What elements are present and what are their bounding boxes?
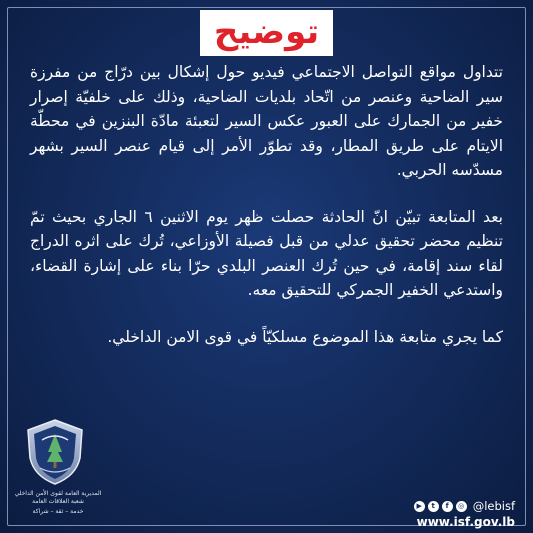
isf-emblem-icon — [22, 418, 88, 486]
title-container — [0, 10, 533, 56]
organization-name — [8, 490, 108, 516]
paragraph-2: بعد المتابعة تبيّن انّ الحادثة حصلت ظهر يوم الاثنين ٦ الجاري بحيث تمّ تنظيم محضر تحقيق عدلي من قبل فصيلة الأوزاعي، تُرك على اثره الدراج لقاء سند إقامة، في حين تُرك العنصر البلدي حرّا بناء على إشارة القضاء، واستدعي الخفير الجمركي للتحقيق معه. — [30, 207, 503, 299]
website-link[interactable]: www.isf.gov.lb — [416, 515, 515, 529]
instagram-icon[interactable]: ◎ — [456, 501, 467, 512]
announcement-body — [30, 60, 503, 371]
paragraph-3: كما يجري متابعة هذا الموضوع مسلكيّاً في قوى الامن الداخلي. — [107, 327, 503, 346]
youtube-icon[interactable]: ▶ — [414, 501, 425, 512]
twitter-icon[interactable]: t — [428, 501, 439, 512]
facebook-icon[interactable]: f — [442, 501, 453, 512]
social-handle[interactable]: @lebisf — [472, 499, 515, 513]
page-title: توضيح — [200, 10, 333, 56]
social-links — [414, 499, 515, 513]
org-slogan: خدمة – ثقة – شراكة — [32, 508, 84, 515]
paragraph-1: تتداول مواقع التواصل الاجتماعي فيديو حول إشكال بين درّاج من مفرزة سير الضاحية وعنصر من اتّحاد بلديات الضاحية، وذلك على خلفيّة إصرار خفير من الجمارك على العبور عكس السير لتعبئة مادّة البنزين في محطّة الايتام على طريق المطار، وقد تطوّر الأمر إلى قيام عنصر السير بشهر مسدّسه الحربي. — [30, 63, 503, 179]
org-line-1: المديرية العامة لقوى الأمن الداخلي — [14, 490, 102, 497]
org-line-2: شعبة العلاقات العامة — [32, 498, 84, 505]
